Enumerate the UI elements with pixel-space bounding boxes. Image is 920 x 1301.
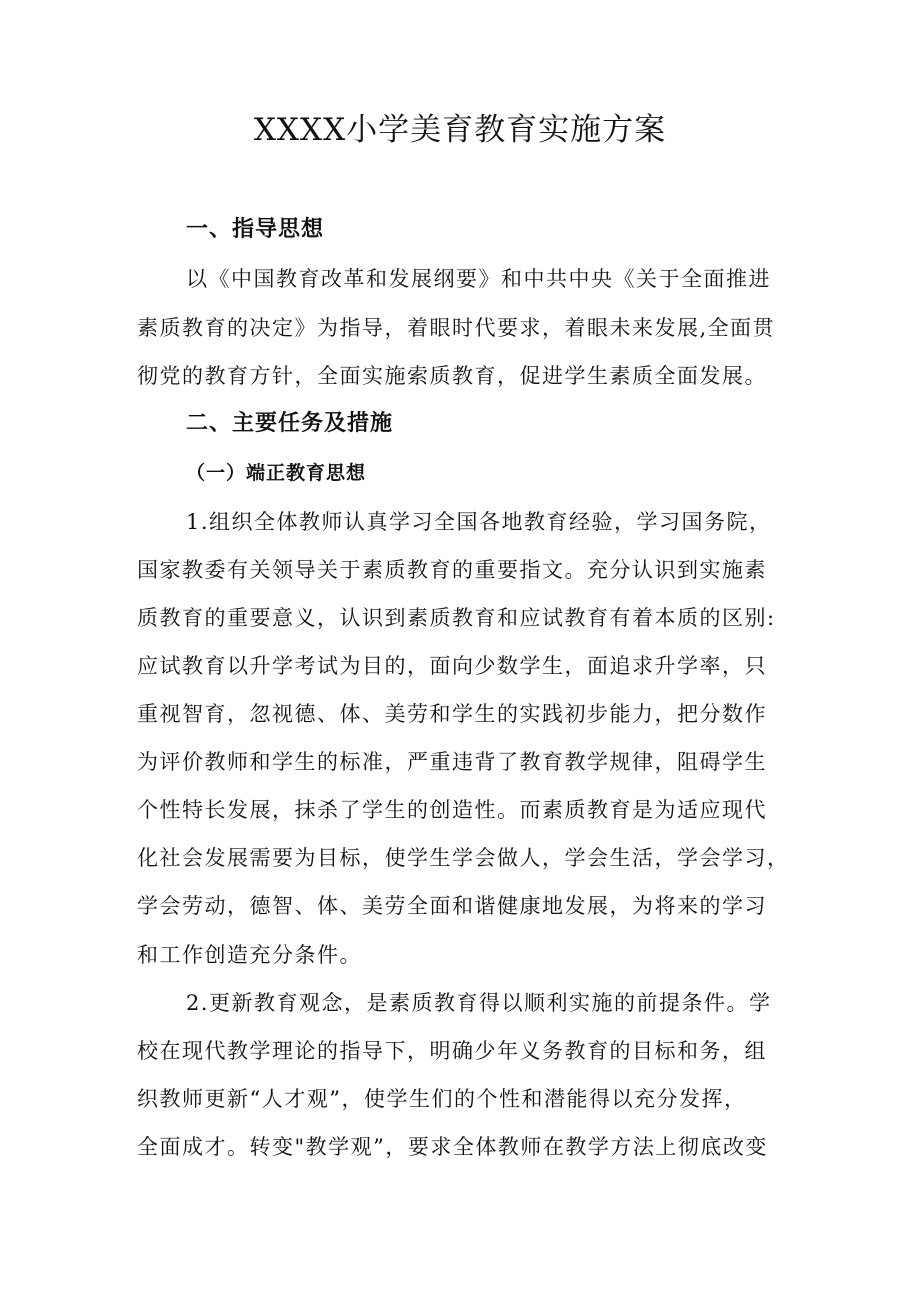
section-heading-main-tasks: 二、主要任务及措施 — [186, 411, 394, 436]
paragraph-line: 应试教育以升学考试为目的，面向少数学生，面追求升学率，只 — [137, 654, 767, 678]
paragraph-line: 全面成才。转变"教学观”，要求全体教师在教学方法上彻底改变 — [137, 1135, 768, 1159]
paragraph-line: 2.更新教育观念，是素质教育得以顺利实施的前提条件。学 — [186, 991, 772, 1015]
paragraph-line: 学会劳动，德智、体、美劳全面和谐健康地发展，为将来的学习 — [137, 894, 767, 918]
document-title: XXXX小学美育教育实施方案 — [253, 112, 667, 148]
paragraph-line: 个性特长发展，抹杀了学生的创造性。而素质教育是为适应现代 — [137, 798, 767, 822]
paragraph-line: 素质教育的决定》为指导，着眼时代要求，着眼未来发展,全面贯 — [137, 316, 776, 340]
paragraph-line: 织教师更新“人才观”，使学生们的个性和潜能得以充分发挥， — [137, 1087, 747, 1111]
paragraph-line: 和工作创造充分条件。 — [137, 943, 362, 967]
paragraph-line: 质教育的重要意义，认识到素质教育和应试教育有着本质的区别: — [137, 606, 776, 630]
paragraph-line: 校在现代教学理论的指导下，明确少年义务教育的目标和务，组 — [137, 1039, 767, 1063]
paragraph-line: 重视智育，忽视德、体、美劳和学生的实践初步能力，把分数作 — [137, 702, 767, 726]
paragraph-line: 以《中国教育改革和发展纲要》和中共中央《关于全面推进 — [186, 267, 771, 291]
paragraph-line: 国家教委有关领导关于素质教育的重要指文。充分认识到实施素 — [137, 558, 767, 582]
paragraph-line: 1.组织全体教师认真学习全国各地教育经验，学习国务院， — [186, 510, 772, 534]
section-heading-guiding-ideology: 一、指导思想 — [186, 217, 325, 242]
paragraph-line: 彻党的教育方针，全面实施索质教育，促进学生素质全面发展。 — [137, 364, 767, 388]
paragraph-line: 化社会发展需要为目标，使学生学会做人，学会生活，学会学习， — [137, 846, 790, 870]
paragraph-line: 为评价教师和学生的标准，严重违背了教育教学规律，阻碍学生 — [137, 750, 767, 774]
subsection-heading-correct-thinking: （一）端正教育思想 — [186, 462, 367, 484]
